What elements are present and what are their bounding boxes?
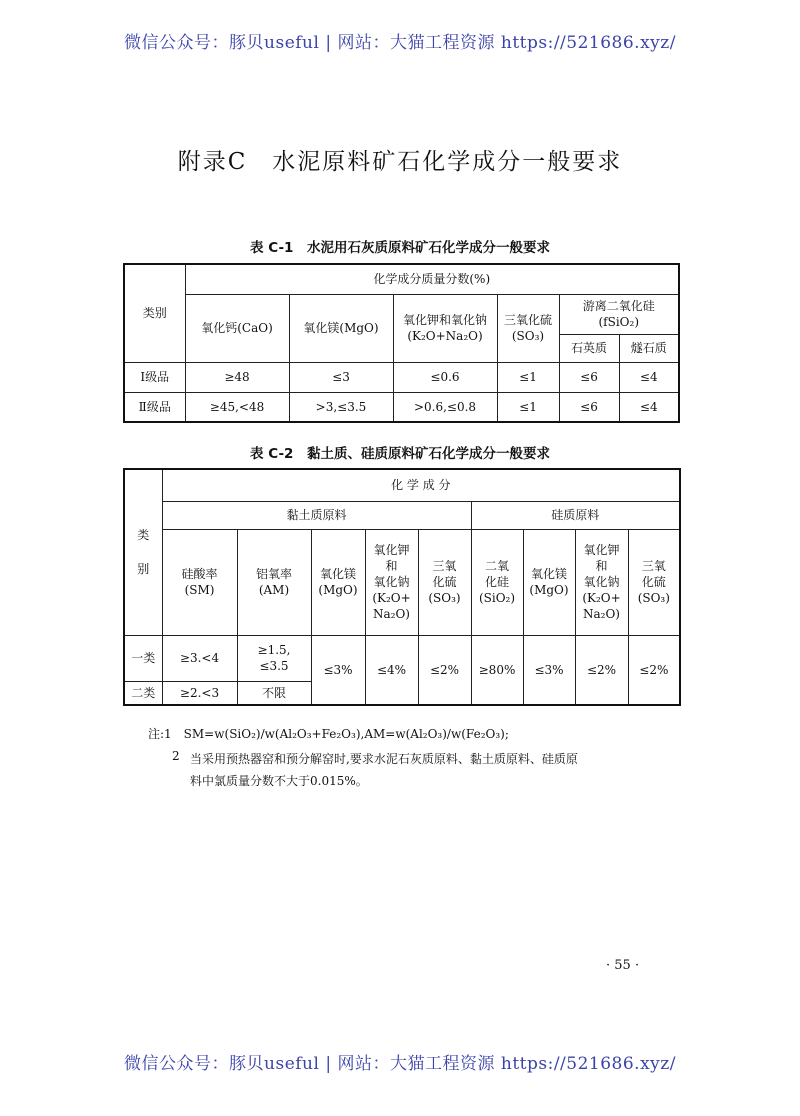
table2-col-clay-so3 [418,529,471,635]
table-row [124,635,680,681]
table2-cell-clay-so3: ≤2% [418,635,471,705]
table2-col-silica-mgo-l1: 氧化镁 [530,567,567,581]
table2-col-silica-k2o [575,529,628,635]
table1-col-so3-l2: (SO₃) [511,329,545,343]
table1-group-header: 化学成分质量分数(%) [185,264,679,294]
table2-clay-header: 黏土质原料 [162,501,471,529]
table2-col-silica-so3-l3: (SO₃) [637,591,670,605]
table1-cell-k2o: >0.6,≤0.8 [393,392,497,422]
table1-cell-so3: ≤1 [497,392,559,422]
table2-col-clay-k2o [365,529,418,635]
table2-col-am [237,529,311,635]
table2-grade: 二类 [124,681,162,705]
table2-corner [124,469,162,635]
table2-cell-silica-mgo: ≤3% [523,635,575,705]
table2-col-silica-so3 [628,529,680,635]
table2-col-silica-so3-l1: 三氧 [641,559,666,573]
table2-cell-sm: ≥2.<3 [162,681,237,705]
table2 [123,468,681,706]
table2-cell-am [237,635,311,681]
table1-col-cao: 氧化钙(CaO) [185,294,289,362]
table2-col-sio2-l3: (SiO₂) [478,591,516,605]
table2-col-silica-k2o-l2: 和 [595,559,608,573]
table1-cell-cao: ≥48 [185,362,289,392]
table2-col-clay-mgo [311,529,365,635]
table1-col-k2o-l2: (K₂O+Na₂O) [407,329,483,343]
table2-col-sio2-l2: 化硅 [484,575,509,589]
table2-col-am-l2: (AM) [258,583,290,597]
table2-col-clay-so3-l3: (SO₃) [428,591,461,605]
table1-cell-flint: ≤4 [619,392,679,422]
table1-cell-cao: ≥45,<48 [185,392,289,422]
table1-cell-so3: ≤1 [497,362,559,392]
table2-col-silica-k2o-l3: 氧化钠 [583,575,620,589]
note-2-line2: 料中氯质量分数不大于0.015%。 [190,774,368,788]
note-1: 注:1 SM=w(SiO₂)/w(Al₂O₃+Fe₂O₃),AM=w(Al₂O₃)/w(Fe₂O₃); [148,727,509,741]
table2-col-sm-l2: (SM) [184,583,215,597]
table1-cell-k2o: ≤0.6 [393,362,497,392]
table2-cell-clay-k2o: ≤4% [365,635,418,705]
table2-col-clay-mgo-l2: (MgO) [318,583,358,597]
table1-cell-mgo: >3,≤3.5 [289,392,393,422]
table2-corner-l2: 别 [137,562,150,577]
table-row [124,362,679,392]
note-2 [190,748,690,792]
watermark-top: 微信公众号：豚贝useful | 网站：大猫工程资源 https://521686.xyz/ [124,33,676,53]
table1-col-so3-l1: 三氧化硫 [503,313,552,327]
table1-col-mgo: 氧化镁(MgO) [289,294,393,362]
note-2-line1: 当采用预热器窑和预分解窑时,要求水泥石灰质原料、黏土质原料、硅质原 [190,752,578,766]
table1-col-fsio2-l1: 游离二氧化硅 [582,299,655,313]
table1-cell-quartz: ≤6 [559,362,619,392]
table2-col-am-l1: 铝氧率 [255,567,292,581]
table1-cell-quartz: ≤6 [559,392,619,422]
table2-cell-silica-k2o: ≤2% [575,635,628,705]
table2-col-silica-mgo-l2: (MgO) [529,583,569,597]
table1-col-fsio2-l2: (fSiO₂) [598,315,640,329]
table-row [124,392,679,422]
table2-col-sm-l1: 硅酸率 [181,567,218,581]
table2-col-silica-k2o-l5: Na₂O) [583,607,620,621]
table2-col-sio2-l1: 二氧 [484,559,509,573]
note-2-number: 2 [172,749,180,763]
table2-cell-clay-mgo: ≤3% [311,635,365,705]
table2-col-clay-k2o-l4: (K₂O+ [372,591,411,605]
table2-col-clay-mgo-l1: 氧化镁 [319,567,356,581]
table1-col-k2o [393,294,497,362]
table2-col-clay-so3-l2: 化硫 [432,575,457,589]
table1-grade: Ⅰ级品 [124,362,185,392]
table2-col-clay-so3-l1: 三氧 [432,559,457,573]
table1-cell-flint: ≤4 [619,362,679,392]
table1-col-fsio2 [559,294,679,334]
table2-silica-header: 硅质原料 [471,501,680,529]
table1-col-so3 [497,294,559,362]
table2-col-clay-k2o-l1: 氧化钾 [373,543,410,557]
page-number: · 55 · [606,958,640,973]
table2-col-clay-k2o-l2: 和 [385,559,398,573]
table2-col-silica-mgo [523,529,575,635]
table2-cell-am: 不限 [237,681,311,705]
table1-col-k2o-l1: 氧化钾和氧化钠 [402,313,487,327]
table1-col-quartz: 石英质 [559,334,619,362]
table2-col-clay-k2o-l3: 氧化钠 [373,575,410,589]
table2-col-clay-k2o-l5: Na₂O) [373,607,410,621]
table2-grade: 一类 [124,635,162,681]
table2-col-sio2 [471,529,523,635]
table2-col-sm [162,529,237,635]
table2-col-silica-k2o-l1: 氧化钾 [583,543,620,557]
table1-cell-mgo: ≤3 [289,362,393,392]
watermark-bottom: 微信公众号：豚贝useful | 网站：大猫工程资源 https://521686.xyz/ [124,1054,676,1074]
table2-group-header: 化 学 成 分 [162,469,680,501]
table1-corner: 类别 [124,264,185,362]
table1-caption: 表 C-1 水泥用石灰质原料矿石化学成分一般要求 [250,240,550,256]
table2-cell-silica-so3: ≤2% [628,635,680,705]
table1 [123,263,680,423]
appendix-title: 附录C 水泥原料矿石化学成分一般要求 [177,149,623,175]
table2-cell-sm: ≥3.<4 [162,635,237,681]
table1-col-flint: 燧石质 [619,334,679,362]
table2-corner-l1: 类 [137,528,150,543]
table2-caption: 表 C-2 黏土质、硅质原料矿石化学成分一般要求 [250,446,550,462]
table2-col-silica-k2o-l4: (K₂O+ [582,591,621,605]
table2-cell-am-l2: ≤3.5 [259,659,289,673]
table2-cell-silica-sio2: ≥80% [471,635,523,705]
table2-cell-am-l1: ≥1.5, [257,643,291,657]
table2-col-silica-so3-l2: 化硫 [641,575,666,589]
table1-grade: Ⅱ级品 [124,392,185,422]
